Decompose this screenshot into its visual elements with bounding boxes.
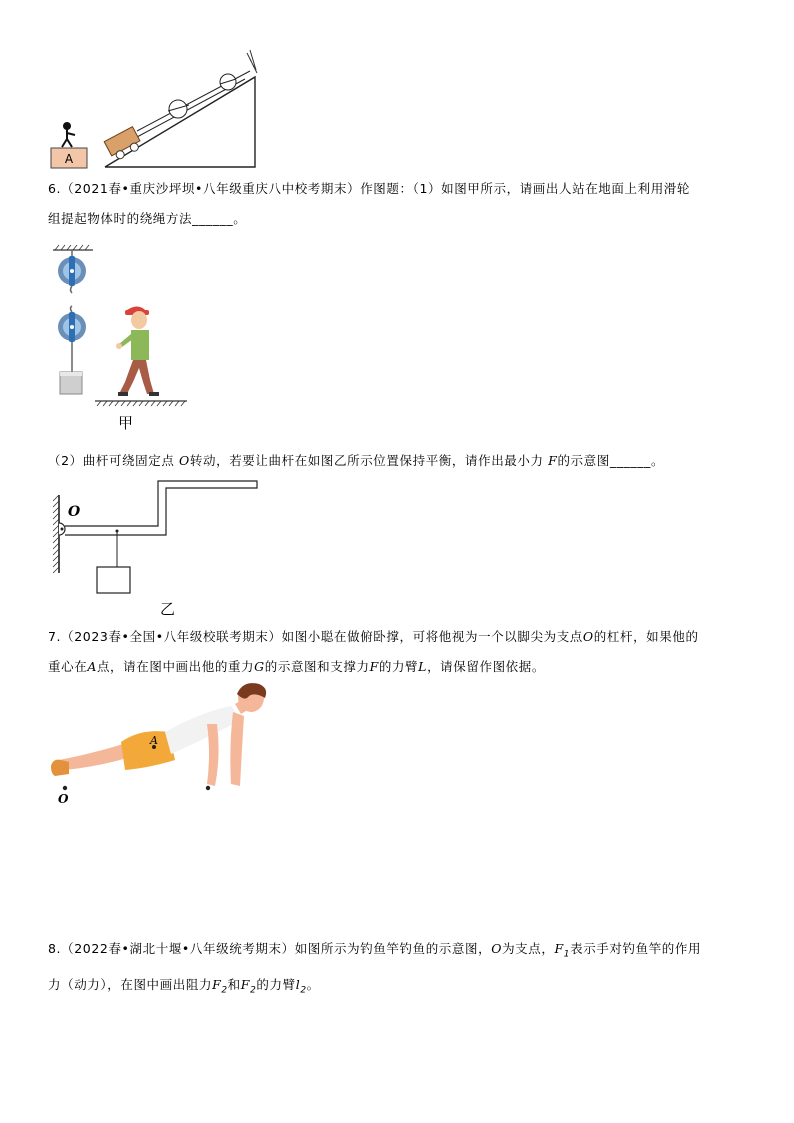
question-number: 8.: [48, 941, 62, 956]
question-source: （2023春•全国•八年级校联考期末）: [61, 629, 282, 644]
q7-text: 重心在: [48, 659, 88, 674]
pulley-system-figure: [45, 240, 205, 410]
q8-force-f2: F: [240, 976, 251, 992]
q8-text: 表示手对钓鱼竿的作用: [570, 941, 702, 956]
q8-force-f2-sub: 2: [250, 985, 257, 995]
q8-arm-l2-sub: 2: [300, 985, 307, 995]
pivot-o-label: O: [68, 504, 81, 520]
q8-force-f1: F: [554, 941, 564, 956]
q8-force-f2-sub: 2: [221, 985, 228, 995]
question-source: （2021春•重庆沙坪坝•八年级重庆八中校考期末）: [61, 181, 361, 196]
part2-text-mid: 转动，若要让曲杆在如图乙所示位置保持平衡，请作出最小力: [189, 453, 549, 468]
box-a-label: A: [64, 152, 74, 166]
q8-text: 和: [227, 976, 241, 992]
crank-lever-figure: [45, 475, 270, 605]
question-8-line1: [48, 934, 748, 970]
q8-text: 如图所示为钓鱼竿钓鱼的示意图，: [294, 941, 492, 956]
figure-jia-label: 甲: [118, 414, 134, 432]
question-6: [48, 174, 748, 234]
q8-text: 。: [306, 976, 320, 992]
question-8-line2: [48, 970, 748, 1006]
q8-text: 为支点，: [502, 941, 555, 956]
question-6-line1: [48, 174, 748, 204]
q7-force-f: F: [369, 659, 379, 674]
q7-text: 如图小聪在做俯卧撑，可将他视为一个以脚尖为支点: [281, 629, 583, 644]
q7-text: 点，请在图中画出他的重力: [96, 659, 255, 674]
part2-text-suffix: 的示意图______。: [557, 453, 665, 468]
q7-arm-l: L: [418, 659, 428, 674]
point-o-label: O: [58, 792, 69, 806]
part2-text: （2）曲杆可绕固定点: [48, 453, 180, 468]
point-a-label: A: [150, 734, 158, 747]
question-number: 6.: [48, 181, 62, 196]
question-8: [48, 934, 748, 1005]
q7-point-a: A: [87, 659, 97, 674]
incline-pulley-figure: [45, 45, 265, 175]
figure-yi-label: 乙: [160, 600, 176, 618]
question-7: [48, 622, 748, 682]
q7-text: 的力臂: [378, 659, 419, 674]
question-7-line2: [48, 652, 748, 682]
q8-text: 力（动力），在图中画出阻力: [48, 976, 213, 992]
question-text: 作图题：（1）如图甲所示，请画出人站在地面上利用滑轮: [360, 181, 691, 196]
q7-gravity-g: G: [254, 659, 265, 674]
q7-text: ，请保留作图依据。: [427, 659, 545, 674]
q8-point-o: O: [491, 941, 503, 956]
question-6-part2: [48, 446, 748, 476]
q7-point-o: O: [582, 629, 594, 644]
q7-text: 的杠杆，如果他的: [593, 629, 699, 644]
q8-arm-l2: l: [295, 976, 301, 992]
q8-force-f2: F: [212, 976, 222, 992]
q8-force-f1-sub: 1: [563, 949, 571, 960]
q7-text: 的示意图和支撑力: [264, 659, 370, 674]
question-6-line2: 组提起物体时的绕绳方法______。: [48, 211, 247, 226]
question-number: 7.: [48, 629, 62, 644]
q8-text: 的力臂: [256, 976, 296, 992]
pushup-figure: [45, 682, 275, 802]
question-7-line1: [48, 622, 748, 652]
part2-force-f: F: [548, 453, 558, 468]
part2-point-o: O: [179, 453, 190, 468]
question-source: （2022春•湖北十堰•八年级统考期末）: [61, 941, 295, 956]
